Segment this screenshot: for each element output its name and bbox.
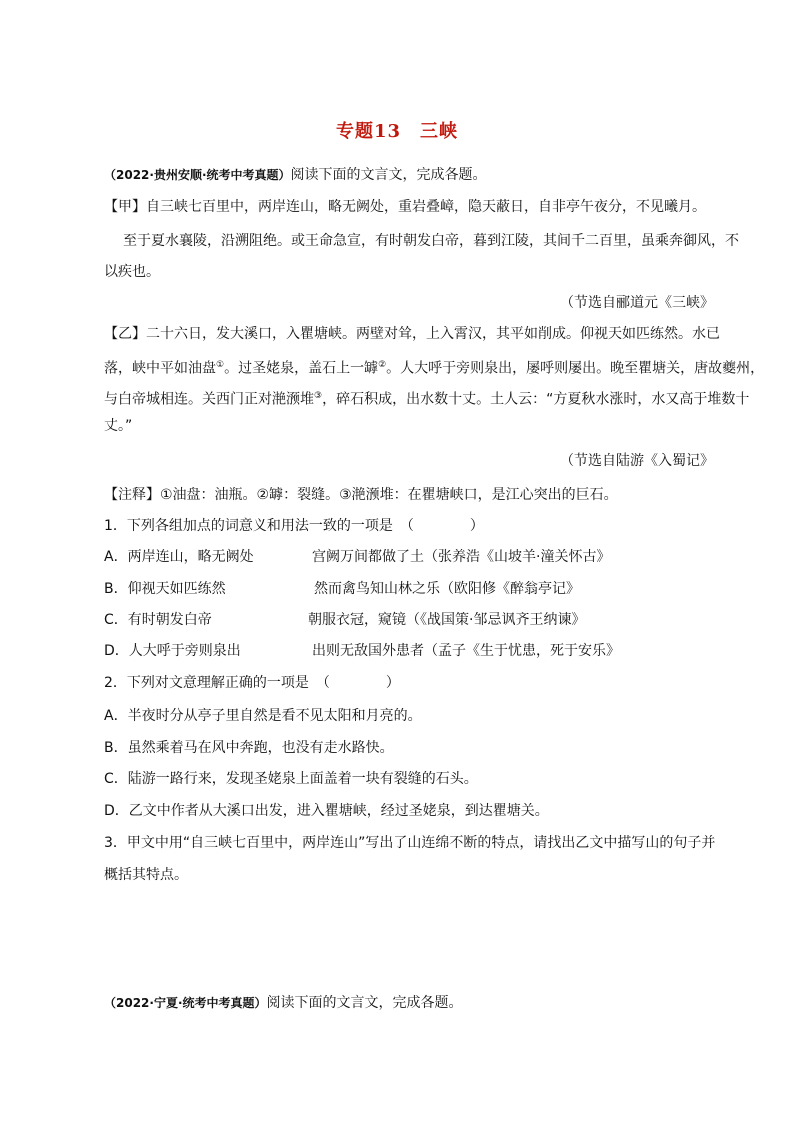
question-option <box>104 611 586 629</box>
source-tag: （2022·宁夏·统考中考真题） <box>104 996 267 1010</box>
text-span: 与白帝城相连。关西门正对滟滪堆 <box>104 391 314 408</box>
option-right: 出则无敌国外患者（孟子《生于忧患，死于安乐》 <box>312 643 620 659</box>
text-span: ，碎石积成，出水数十丈。土人云：“方夏秋水涨时，水又高于堆数十 <box>322 391 750 408</box>
question-option <box>104 548 611 566</box>
instruction-text: 阅读下面的文言文，完成各题。 <box>266 995 463 1011</box>
text-span: 落，峡中平如油盘 <box>104 360 216 377</box>
question-option <box>104 580 580 598</box>
option-left: C．有时朝发白帝 <box>104 612 212 628</box>
question-stem: 3．甲文中用“自三峡七百里中，两岸连山”写出了山连绵不断的特点，请找出乙文中描写山的句子并 <box>104 835 716 851</box>
question-stem: 2．下列对文意理解正确的一项是 （ ） <box>104 675 400 691</box>
passage-1-header <box>104 166 487 184</box>
footnote-marker: ② <box>378 360 387 370</box>
question-option: B．虽然乘着马在风中奔跑，也没有走水路快。 <box>104 740 394 756</box>
page-title: 专题13 三峡 <box>335 121 459 142</box>
question-stem: 概括其特点。 <box>104 867 188 883</box>
question-option <box>104 642 620 660</box>
option-left: A．两岸连山，略无阙处 <box>104 549 254 565</box>
passage-yi-line <box>104 387 749 409</box>
footnote-marker: ① <box>216 360 225 370</box>
annotation-notes: 【注释】①油盘：油瓶。②罅：裂缝。③滟滪堆：在瞿塘峡口，是江心突出的巨石。 <box>104 487 618 503</box>
question-option: D．乙文中作者从大溪口出发，进入瞿塘峡，经过圣姥泉，到达瞿塘关。 <box>104 803 549 819</box>
text-span: 。过圣姥泉，盖石上一罅 <box>224 360 379 377</box>
question-option: A．半夜时分从亭子里自然是看不见太阳和月亮的。 <box>104 708 422 724</box>
passage-yi-line: 丈。” <box>104 418 133 434</box>
option-left: D．人大呼于旁则泉出 <box>104 643 241 659</box>
footnote-marker: ③ <box>314 391 323 401</box>
option-right: 朝服衣冠，窥镜（《战国策·邹忌讽齐王纳谏》 <box>308 612 586 628</box>
instruction-text: 阅读下面的文言文，完成各题。 <box>290 167 487 183</box>
passage-jia-line: 【甲】自三峡七百里中，两岸连山，略无阙处，重岩叠嶂，隐天蔽日，自非亭午夜分，不见曦月。 <box>104 199 706 215</box>
option-left: B．仰视天如匹练然 <box>104 581 226 597</box>
passage-jia-line: 至于夏水襄陵，沿溯阻绝。或王命急宣，有时朝发白帝，暮到江陵，其间千二百里，虽乘奔御风，不 <box>123 233 739 249</box>
option-right: 宫阙万间都做了土（张养浩《山坡羊·潼关怀古》 <box>312 549 611 565</box>
text-span: 。人大呼于旁则泉出，屡呼则屡出。晚至瞿塘关，唐故夔州， <box>386 360 765 377</box>
question-option: C．陆游一路行来，发现圣姥泉上面盖着一块有裂缝的石头。 <box>104 771 478 787</box>
passage-2-header <box>104 994 463 1012</box>
passage-yi-line: 【乙】二十六日，发大溪口，入瞿塘峡。两壁对耸，上入霄汉，其平如削成。仰视天如匹练然。水已 <box>104 326 720 342</box>
passage-credit: （节选自郦道元《三峡》 <box>560 295 714 311</box>
question-stem: 1．下列各组加点的词意义和用法一致的一项是 （ ） <box>104 518 484 534</box>
passage-credit: （节选自陆游《入蜀记》 <box>560 453 714 469</box>
passage-yi-line <box>104 356 764 378</box>
source-tag: （2022·贵州安顺·统考中考真题） <box>104 168 291 182</box>
option-right: 然而禽鸟知山林之乐（欧阳修《醉翁亭记》 <box>314 581 580 597</box>
passage-jia-line: 以疾也。 <box>104 264 160 280</box>
